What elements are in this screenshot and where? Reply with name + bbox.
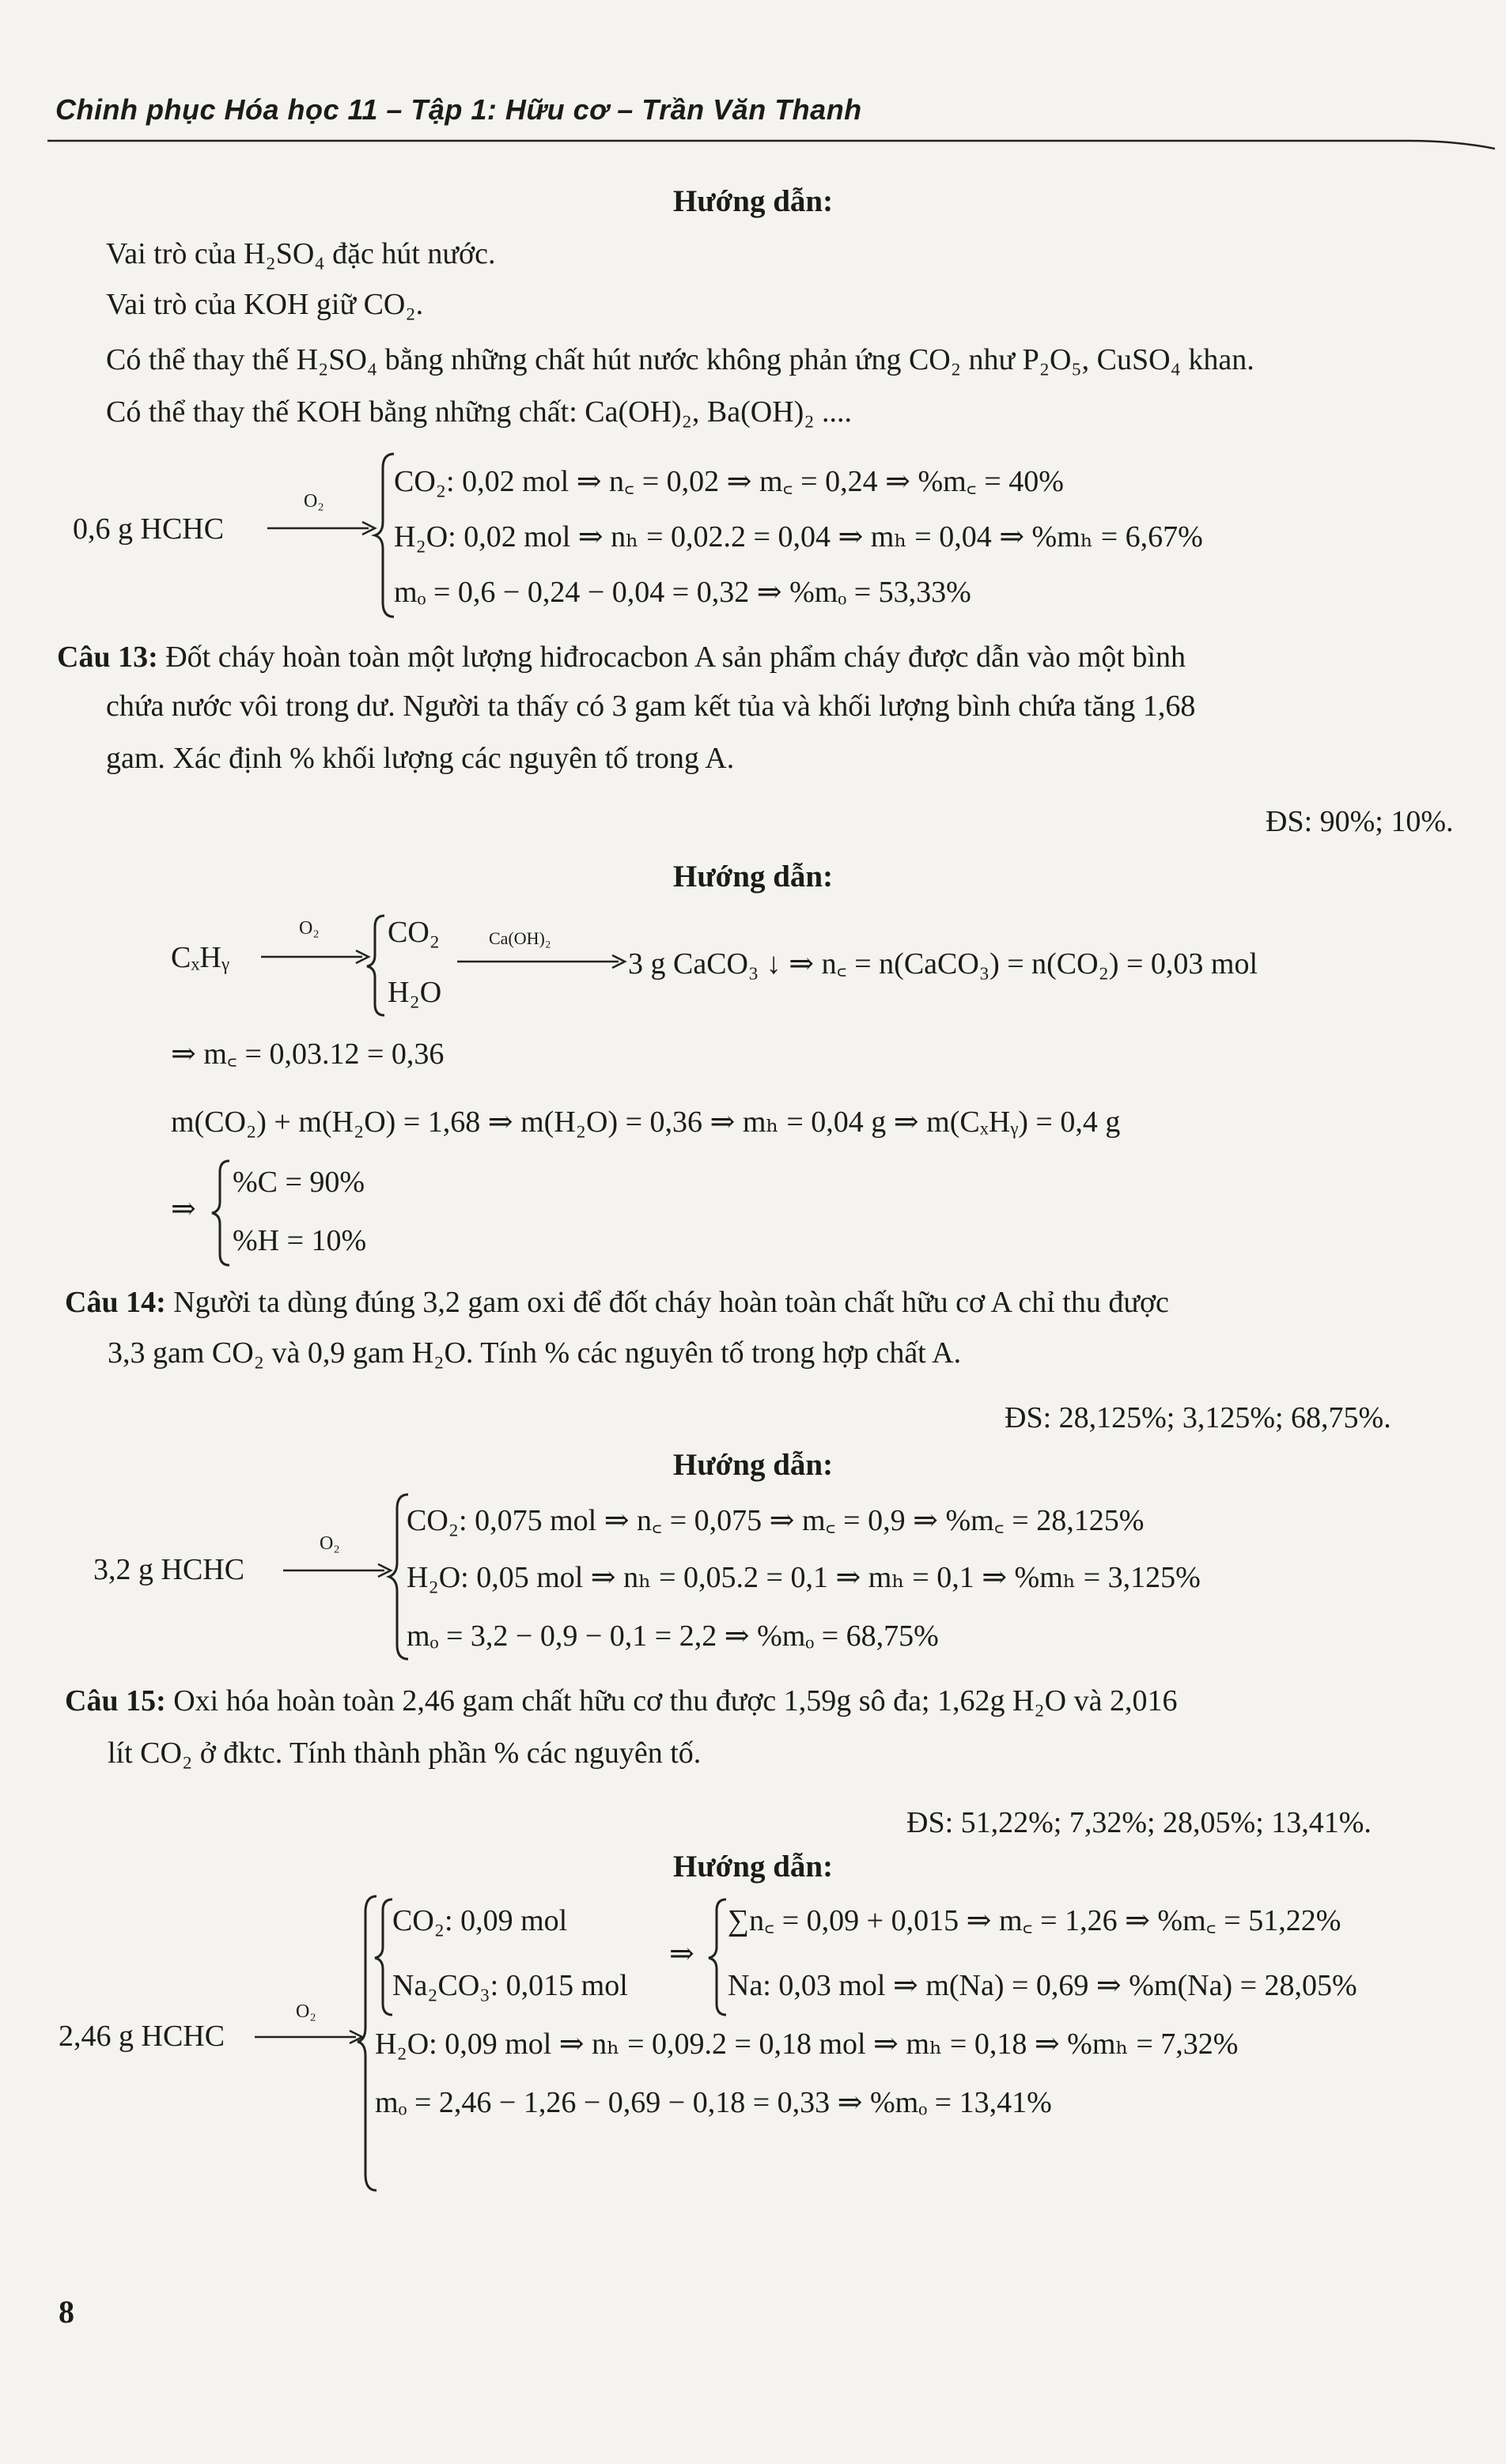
q13-line-2: chứa nước vôi trong dư. Người ta thấy có 3 gam kết tủa và khối lượng bình chứa tăng 1,68 xyxy=(106,690,1196,723)
q13-line-1 xyxy=(57,639,1186,675)
sol13-arrow-1 xyxy=(261,946,372,969)
sol12-line-2: H₂O: 0,02 mol ⇒ nₕ = 0,02.2 = 0,04 ⇒ mₕ = 0,04 ⇒ %mₕ = 6,67% xyxy=(394,520,1203,554)
page-number: 8 xyxy=(59,2294,74,2330)
q15-line-1 xyxy=(65,1683,1178,1719)
guide-heading-3: Hướng dẫn: xyxy=(672,1448,834,1482)
sol13-arrow-2 xyxy=(457,950,628,974)
sol13-line-3: m(CO₂) + m(H₂O) = 1,68 ⇒ m(H₂O) = 0,36 ⇒ mₕ = 0,04 g ⇒ m(CₓHᵧ) = 0,4 g xyxy=(171,1105,1121,1139)
intro-line-3: Có thể thay thế H₂SO₄ bằng những chất hút nước không phản ứng CO₂ như P₂O₅, CuSO₄ khan. xyxy=(106,343,1254,376)
intro-line-2: Vai trò của KOH giữ CO₂. xyxy=(106,288,424,321)
q14-answer: ĐS: 28,125%; 3,125%; 68,75%. xyxy=(1005,1401,1391,1434)
sol13-brace xyxy=(367,914,388,1017)
sol15-water: H₂O: 0,09 mol ⇒ nₕ = 0,09.2 = 0,18 mol ⇒ mₕ = 0,18 ⇒ %mₕ = 7,32% xyxy=(375,2028,1239,2061)
sol15-na2co3: Na₂CO₃: 0,015 mol xyxy=(392,1969,628,2002)
q14-text-1: Người ta dùng đúng 3,2 gam oxi để đốt cháy hoàn toàn chất hữu cơ A chỉ thu được xyxy=(165,1286,1169,1319)
q15-label: Câu 15: xyxy=(65,1684,166,1718)
sol13-bottom: H₂O xyxy=(388,976,442,1009)
intro-line-1: Vai trò của H₂SO₄ đặc hút nước. xyxy=(106,237,496,270)
sol15-arrow-label: O₂ xyxy=(296,2001,316,2022)
guide-heading-4: Hướng dẫn: xyxy=(672,1850,834,1884)
sol15-sodium: Na: 0,03 mol ⇒ m(Na) = 0,69 ⇒ %m(Na) = 28,05% xyxy=(728,1969,1357,2002)
running-header: Chinh phục Hóa học 11 – Tập 1: Hữu cơ – Trần Văn Thanh xyxy=(55,93,862,126)
q13-label: Câu 13: xyxy=(57,641,158,674)
sol13-line-2: ⇒ m꜀ = 0,03.12 = 0,36 xyxy=(171,1037,445,1071)
q13-text-1: Đốt cháy hoàn toàn một lượng hiđrocacbon A sản phẩm cháy được dẫn vào một bình xyxy=(157,641,1186,674)
sol12-arrow xyxy=(267,517,378,541)
intro-line-4: Có thể thay thế KOH bằng những chất: Ca(OH)₂, Ba(OH)₂ .... xyxy=(106,395,853,429)
sol14-line-2: H₂O: 0,05 mol ⇒ nₕ = 0,05.2 = 0,1 ⇒ mₕ = 0,1 ⇒ %mₕ = 3,125% xyxy=(407,1561,1201,1594)
q15-answer: ĐS: 51,22%; 7,32%; 28,05%; 13,41%. xyxy=(906,1806,1372,1839)
guide-heading-1: Hướng dẫn: xyxy=(672,184,834,218)
sol14-arrow xyxy=(283,1559,394,1583)
sol13-reactant: CₓHᵧ xyxy=(171,941,229,974)
q15-text-1: Oxi hóa hoàn toàn 2,46 gam chất hữu cơ thu được 1,59g sô đa; 1,62g H₂O và 2,016 xyxy=(165,1684,1178,1718)
sol15-implies: ⇒ xyxy=(669,1937,694,1971)
header-rule xyxy=(47,136,1495,155)
sol12-arrow-label: O₂ xyxy=(304,491,324,512)
sol13-arrow1-label: O₂ xyxy=(299,918,320,939)
sol12-reactant: 0,6 g HCHC xyxy=(73,512,225,546)
q15-line-2: lít CO₂ ở đktc. Tính thành phần % các nguyên tố. xyxy=(108,1737,702,1770)
sol13-percent-c: %C = 90% xyxy=(233,1166,365,1199)
sol13-result-brace xyxy=(212,1159,233,1267)
q13-line-3: gam. Xác định % khối lượng các nguyên tố trong A. xyxy=(106,742,735,775)
guide-heading-2: Hướng dẫn: xyxy=(672,860,834,894)
q14-line-2: 3,3 gam CO₂ và 0,9 gam H₂O. Tính % các nguyên tố trong hợp chất A. xyxy=(108,1336,962,1370)
sol14-line-1: CO₂: 0,075 mol ⇒ n꜀ = 0,075 ⇒ m꜀ = 0,9 ⇒ %m꜀ = 28,125% xyxy=(407,1504,1145,1537)
sol15-arrow xyxy=(255,2026,365,2050)
sol15-co2: CO₂: 0,09 mol xyxy=(392,1904,568,1937)
sol14-arrow-label: O₂ xyxy=(320,1533,340,1554)
sol15-reactant: 2,46 g HCHC xyxy=(59,2020,225,2053)
q13-answer: ĐS: 90%; 10%. xyxy=(1266,805,1454,838)
sol14-line-3: mₒ = 3,2 − 0,9 − 0,1 = 2,2 ⇒ %mₒ = 68,75% xyxy=(407,1619,939,1653)
sol15-right-brace xyxy=(709,1898,728,2016)
sol13-top: CO₂ xyxy=(388,916,441,949)
q14-label: Câu 14: xyxy=(65,1286,166,1319)
q14-line-1 xyxy=(65,1284,1169,1321)
sol13-result: 3 g CaCO₃ ↓ ⇒ n꜀ = n(CaCO₃) = n(CO₂) = 0,03 mol xyxy=(628,947,1258,981)
sol13-implies: ⇒ xyxy=(171,1192,196,1226)
sol15-carbon: ∑n꜀ = 0,09 + 0,015 ⇒ m꜀ = 1,26 ⇒ %m꜀ = 51,22% xyxy=(728,1904,1341,1937)
sol14-reactant: 3,2 g HCHC xyxy=(93,1553,245,1586)
sol15-oxygen: mₒ = 2,46 − 1,26 − 0,69 − 0,18 = 0,33 ⇒ %mₒ = 13,41% xyxy=(375,2086,1052,2119)
sol12-line-1: CO₂: 0,02 mol ⇒ n꜀ = 0,02 ⇒ m꜀ = 0,24 ⇒ %m꜀ = 40% xyxy=(394,465,1064,498)
sol12-line-3: mₒ = 0,6 − 0,24 − 0,04 = 0,32 ⇒ %mₒ = 53,33% xyxy=(394,576,971,609)
sol13-percent-h: %H = 10% xyxy=(233,1224,367,1257)
sol15-inner-brace xyxy=(375,1898,394,2016)
sol13-arrow2-label: Ca(OH)₂ xyxy=(489,928,551,948)
